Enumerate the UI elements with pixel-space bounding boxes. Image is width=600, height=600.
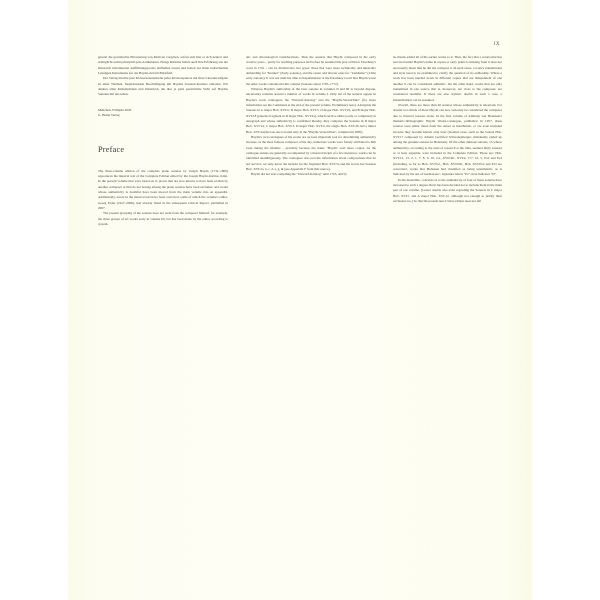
column-two <box>246 55 376 545</box>
spacer <box>98 155 228 169</box>
paragraph: Haydn did not start compiling the "Entwurf-Katalog" until 1765, and by <box>251 172 347 177</box>
place-date-line: München, Frühjahr 2020 <box>98 108 132 113</box>
paragraph: atic and chronological considerations. Thus the sonatas that Haydn composed in his early creative years – partly for teaching purposes and before he assumed his post at Prince Esterházy's court in 1761 – can be divided into two types: those that were more technically and musically demanding for "Kenner" (Early sonatas), and the easier and shorter ones for "Liebhaber" (Little early sonatas). It was not until his time as Kapellmeister at the Esterházy Court that Haydn wrote the other works contained in this volume (Sonatas about 1765–1772). <box>246 55 376 86</box>
page-number: IX <box>493 41 500 47</box>
page-sheet <box>68 0 532 600</box>
spacer <box>98 98 228 109</box>
paragraph: Overall, there are more than 40 sonatas whose authenticity is uncertain. For around two-thirds of these Haydn can now seriously be considered the composer due to musical reasons alone. In the first volume of Anthony van Hoboken's thematic-bibliographic Haydn Works-Catalogue, published in 1957, these sonatas were either listed from the outset as inauthentic, or are even included because they became known only later (Isolated ones, such as the Sonata Hob. XVI:17 composed by Johann Gottfried Schwanenberger, mistakenly ended up among the genuine sonatas in Hoboken). Of the other dubious sonatas, 15 whose authenticity, according to the state of research at the time, seemed fairly assured or at least arguable, were included in the Complete Edition. These are: Hob. XVI:12, 13, 2, 1, 7, 8, 9, 10, G1, XVII:D1, XVI:4, 17?, 16, 5, Es2 and Es3 (including, as far as Hob. XVI:G1, Hob. XVII:D1, Hob. XVI:Es2 and Es3 are concerned, works that Hoboken had classified as being unauthentic, as is indicated by his use of German Arc- signature letters "Es", here indicates "D". <box>393 102 502 177</box>
paragraph: Der Verlag möchte jede Klaviersonatenstelle jedes Klavierspielers mit ihrer Literaturaufgabe zu einer Tüschen, Inspirierenden Beschäftigung mit Haydns Sonaten-Kosmos einladen. Wir danken allen Künstlerinnen und Künstlern, die dies je ganz persönliche Sicht auf Haydns Sonaten mit uns teilen. <box>98 76 228 97</box>
paragraph: Whereas Haydn's authorship of the later sonatas in volumes II and III is beyond dispute, uncertainty remains around a number of works in volume I. Only ten of the sonatas appear in Haydn's work catalogues, the "Entwurf-Katalog" and the "Haydn-Verzeichnis" (for more information see the Comments at the end of the present volume, Preliminary note). Alongside the Sonatas in G major Hob. XVI:6, D major Hob. XVI:5, D major Hob. XVI:19, and B major Hob. XVI:18 (plus the fragment in D major Hob. XVI:2a), which survive either partly or completely in autograph and whose authenticity is confirmed thereby, they comprise the Sonatas in D major Hob. XVI:14, C major Hob. XVI:3, D major Hob. XVI:4, the single Hob. XVI:46 and a minor Hob. XVI:44 (the last one is found only in the "Haydn-Verzeichnis", compiled in 1805). <box>246 86 376 134</box>
paragraph: Haydn's own catalogues of his works are on least important tool for determining authenticity because, as the most famous composer of his day, numerous works were falsely attributed to him even during his lifetime – probably because the name "Haydn" sold more copies. As the catalogue entries are generally accompanied by a musical incipit of a few measures, works can be identified unambiguously. The catalogues also provide information about compositions that do not survive; we only know the incipits for the fragment Hob. XVI:5a and the seven-lost Sonatas Hob. XVI:2a, b, c, d, e, g, & (see Appendix F from this source). <box>246 134 376 171</box>
paragraph: no means added all of his earlier works to it. Thus, the fact that a sonata that has survived under Haydn's name in copies or early prints is missing from it does not necessarily mean that he did not compose it. In such cases, a work's transmission and style need to be examined to clarify the question of its authorship. Where a work has been handed down in different copies that are independent of one another it can be considered authentic. On the other hand, works that are only transmitted in one source that is, moreover, not close to the composer, are considered doubtful. If there are also stylistic doubts in such a case, a misattribution can be assumed. <box>393 55 502 102</box>
text-body <box>98 55 502 545</box>
paragraph: The present grouping of the sonatas does not stem from the composer himself, for example, the three groups of six works early in volume III, but has been made by the editor according to system- <box>98 211 228 227</box>
section-heading-preface: Preface <box>98 144 125 154</box>
paragraph: The three-volume edition of the complete piano sonatas by Joseph Haydn (1732–1809) reproduces the musical text of the Complete Edition edited by the Joseph Haydn-Institut, Köln. In the present volume that were based on it; pieces that are now known to have been written by another composer or that do not belong among the piano sonatas have been excluded, and works whose authenticity is doubtful have been moved from the main volume into an appendix. Additionally, errors in the musical text have been corrected, some of which the volume's editor, Georg Feder (1927–2006), had already listed in his subsequent Critical Report, published in 2007. <box>98 168 228 211</box>
spacer <box>98 119 228 145</box>
paragraph: gesetzt die gewünschte Phrasierung von Motiven vorgeben, sofern sich hier er sich neutral und ermöglicht somit prinzipiell jede Artikulation. Einige Künstler haben auch ihre Erfahrung aus der historisch informierten Aufführungspraxis einfließen lassen und hatten bei ihren individuellen Lösungen Instrumente aus der Haydn-Zeit im Blickfeld. <box>98 55 228 75</box>
paragraph: In the meantime, concerns as to the authenticity of four of these sonatas have increased to such a degree that it has been decided not to include them in the main part of our volume. (Lesser doubts also exist regarding the Sonatas in C major Hob. XVI:1 and A major Hob. XVI:12, although not enough to justify their exclusion too.) So that the present new Urtext edition does not fall <box>393 177 502 203</box>
column-three <box>393 55 502 545</box>
publisher-line: G. Henle Verlag <box>98 113 120 118</box>
column-one <box>98 55 228 545</box>
